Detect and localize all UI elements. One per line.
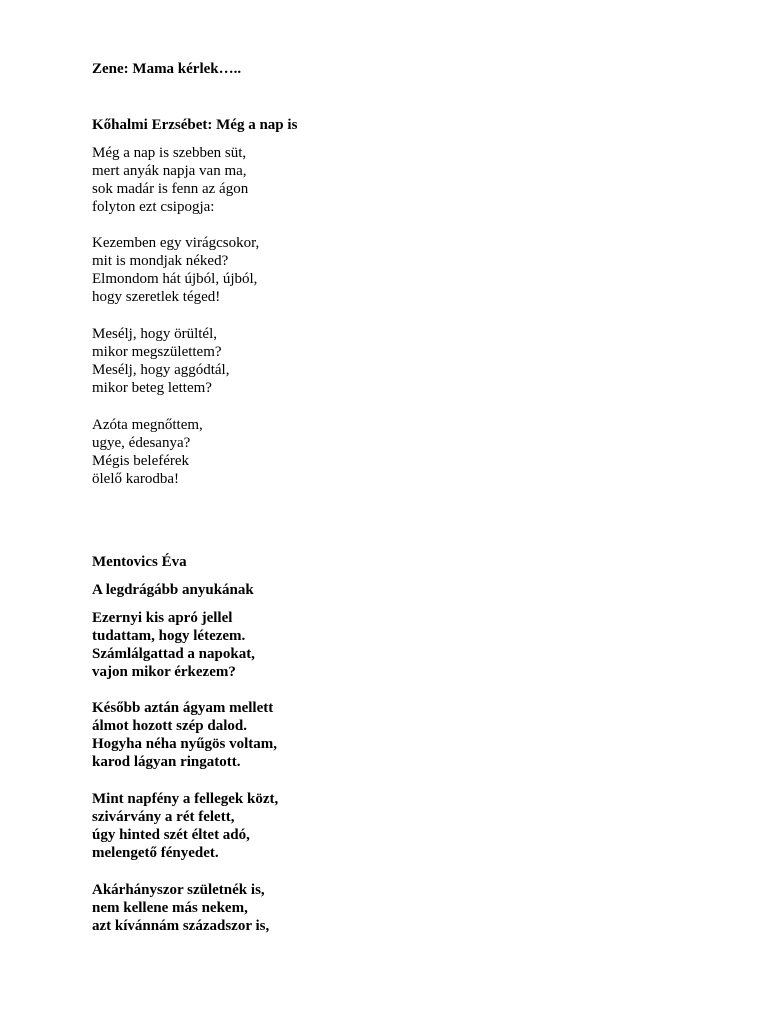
- poem1-stanza-4: [92, 416, 203, 488]
- poem-line: Számlálgattad a napokat,: [92, 646, 255, 662]
- poem-line: Mégis beleférek: [92, 453, 190, 469]
- music-line: Zene: Mama kérlek…..: [92, 61, 242, 77]
- poem2-author: Mentovics Éva: [92, 554, 187, 570]
- poem-line: vajon mikor érkezem?: [92, 664, 236, 680]
- poem-line: melengető fényedet.: [92, 845, 219, 861]
- poem-line: Kezemben egy virágcsokor,: [92, 235, 260, 251]
- poem-line: Elmondom hát újból, újból,: [92, 271, 258, 287]
- poem-line: úgy hinted szét éltet adó,: [92, 827, 250, 843]
- poem1-stanza-3: [92, 325, 229, 397]
- poem2-stanza-3: [92, 790, 278, 862]
- poem-line: karod lágyan ringatott.: [92, 754, 241, 770]
- poem-line: szivárvány a rét felett,: [92, 809, 235, 825]
- poem-line: Mesélj, hogy aggódtál,: [92, 362, 230, 378]
- poem-line: nem kellene más nekem,: [92, 900, 248, 916]
- poem-line: Még a nap is szebben süt,: [92, 145, 247, 161]
- poem-line: Hogyha néha nyűgös voltam,: [92, 736, 278, 752]
- poem2-stanza-4: [92, 881, 269, 935]
- poem-line: ugye, édesanya?: [92, 435, 191, 451]
- poem-line: mikor beteg lettem?: [92, 380, 212, 396]
- poem-line: Mint napfény a fellegek közt,: [92, 791, 279, 807]
- poem-line: folyton ezt csipogja:: [92, 199, 215, 215]
- poem-line: ölelő karodba!: [92, 471, 180, 487]
- poem2-stanza-1: [92, 609, 255, 681]
- poem1-heading: Kőhalmi Erzsébet: Még a nap is: [92, 117, 298, 133]
- poem-line: Később aztán ágyam mellett: [92, 700, 274, 716]
- poem-line: mit is mondjak néked?: [92, 253, 229, 269]
- poem-line: sok madár is fenn az ágon: [92, 181, 249, 197]
- poem-line: tudattam, hogy létezem.: [92, 628, 246, 644]
- poem-line: Ezernyi kis apró jellel: [92, 610, 233, 626]
- poem-line: azt kívánnám századszor is,: [92, 918, 270, 934]
- poem-line: hogy szeretlek téged!: [92, 289, 221, 305]
- poem-line: Akárhányszor születnék is,: [92, 882, 265, 898]
- poem2-title: A legdrágább anyukának: [92, 582, 254, 598]
- poem1-stanza-2: [92, 234, 259, 306]
- poem1-stanza-1: [92, 144, 248, 216]
- poem-line: álmot hozott szép dalod.: [92, 718, 247, 734]
- poem-line: mert anyák napja van ma,: [92, 163, 247, 179]
- poem2-stanza-2: [92, 699, 277, 771]
- poem-line: mikor megszülettem?: [92, 344, 222, 360]
- poem-line: Mesélj, hogy örültél,: [92, 326, 217, 342]
- poem-line: Azóta megnőttem,: [92, 417, 203, 433]
